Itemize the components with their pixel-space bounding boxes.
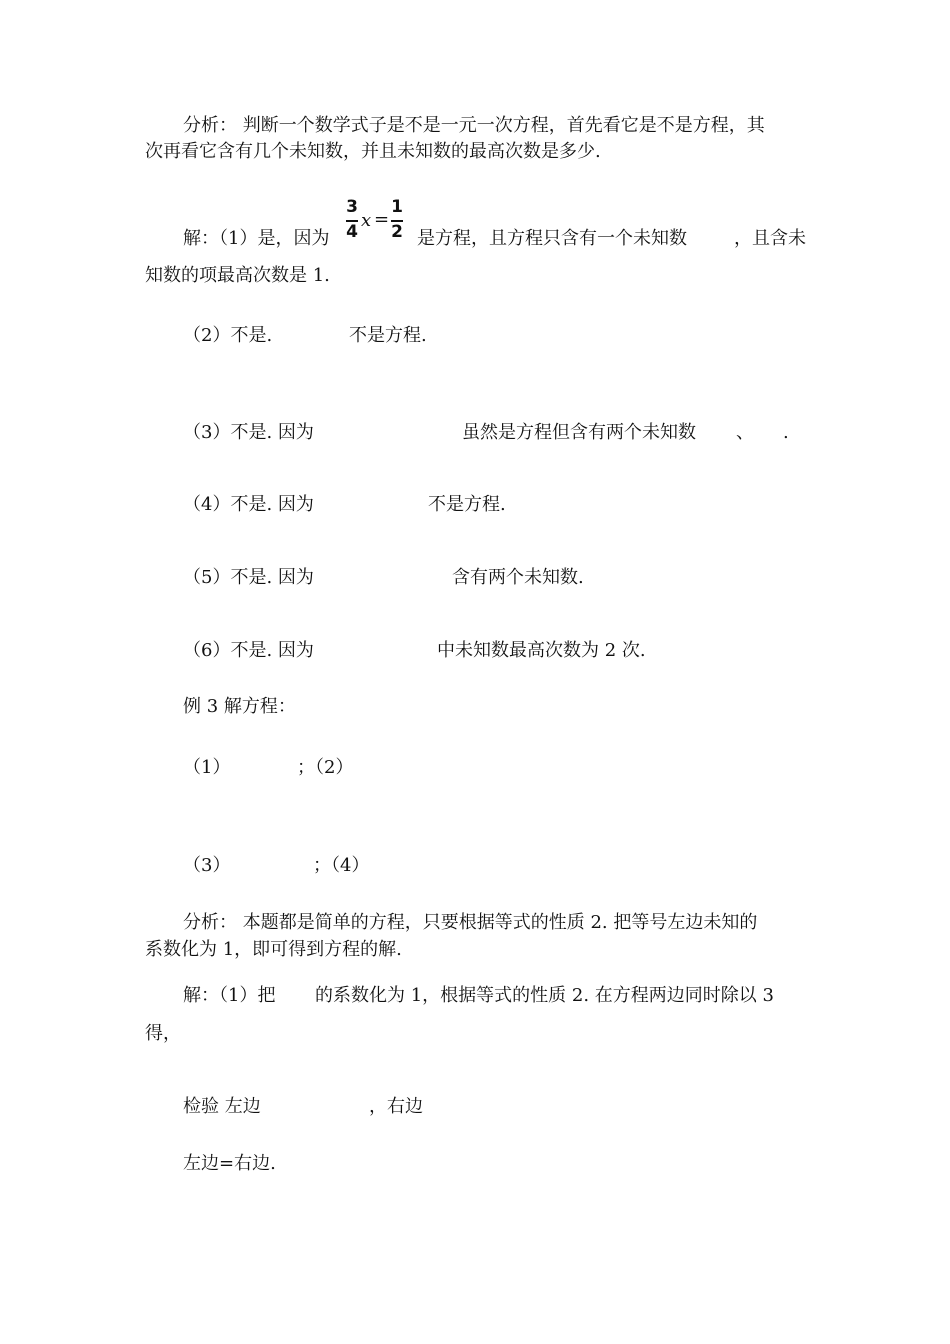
check-right-label: ，右边 <box>369 1096 423 1117</box>
problem-2-label: ；（2） <box>297 757 354 778</box>
example-3-analysis-line-1: 分析： 本题都是简单的方程，只要根据等式的性质 2. 把等号左边未知的 <box>183 912 758 933</box>
example-3-title: 例 3 解方程： <box>183 696 296 717</box>
problem-3-label: （3） <box>183 855 231 876</box>
analysis-line-2: 次再看它含有几个未知数，并且未知数的最高次数是多少. <box>145 141 601 162</box>
solution-4-label: （4）不是. 因为 <box>183 494 314 515</box>
solution-6-text: 中未知数最高次数为 2 次. <box>437 640 646 661</box>
solution-3-label: （3）不是. 因为 <box>183 422 314 443</box>
formula-equals: = <box>374 209 390 230</box>
solution-3-separator: 、 <box>736 422 754 443</box>
solution-2-label: （2）不是. <box>183 325 273 346</box>
fraction-numerator: 1 <box>391 197 403 217</box>
analysis-line-1: 分析： 判断一个数学式子是不是一元一次方程，首先看它是不是方程，其 <box>183 115 765 136</box>
example-3-analysis-line-2: 系数化为 1，即可得到方程的解. <box>145 939 402 960</box>
fraction-denominator: 2 <box>391 222 403 242</box>
conclusion: 左边=右边. <box>183 1153 276 1174</box>
solution-5-text: 含有两个未知数. <box>452 567 584 588</box>
solution-3-text: 虽然是方程但含有两个未知数 <box>462 422 696 443</box>
problem-4-label: ；（4） <box>313 855 370 876</box>
solution-2-text: 不是方程. <box>349 325 427 346</box>
problem-1-label: （1） <box>183 757 231 778</box>
solution-1-suffix: 是方程，且方程只含有一个未知数 <box>417 228 687 249</box>
solution-1-line-2: 知数的项最高次数是 1. <box>145 265 330 286</box>
example-3-solution-line-2: 得， <box>145 1023 181 1044</box>
check-left-label: 检验 左边 <box>183 1096 261 1117</box>
fraction-denominator: 4 <box>346 222 358 242</box>
solution-3-end: . <box>783 422 789 443</box>
formula-variable: x <box>361 210 372 231</box>
example-3-solution-prefix: 解：（1）把 <box>183 985 276 1006</box>
fraction-formula <box>345 198 407 246</box>
solution-1-prefix: 解：（1）是，因为 <box>183 228 330 249</box>
solution-5-label: （5）不是. 因为 <box>183 567 314 588</box>
solution-4-text: 不是方程. <box>428 494 506 515</box>
solution-1-tail: ，且含未 <box>734 228 806 249</box>
solution-6-label: （6）不是. 因为 <box>183 640 314 661</box>
example-3-solution-text: 的系数化为 1，根据等式的性质 2. 在方程两边同时除以 3 <box>315 985 774 1006</box>
fraction-numerator: 3 <box>346 197 358 217</box>
